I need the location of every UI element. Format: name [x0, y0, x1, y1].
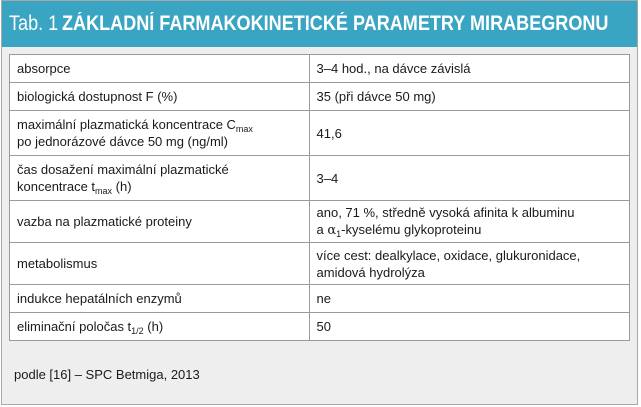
param-cell	[10, 313, 310, 341]
value-text: amidová hydrolýza	[316, 264, 425, 280]
param-subscript: max	[235, 124, 253, 134]
param-subscript: max	[95, 186, 113, 196]
table-row	[10, 285, 630, 313]
value-cell: 35 (při dávce 50 mg)	[309, 83, 629, 111]
value-text: ano, 71 %, středně vysoká afinita k albuminu	[316, 205, 575, 220]
table-title: ZÁKLADNÍ FARMAKOKINETICKÉ PARAMETRY MIRABEGRONU	[62, 12, 609, 35]
table-row	[10, 243, 630, 285]
param-cell	[10, 111, 310, 156]
param-text: maximální plazmatická koncentrace C	[17, 117, 236, 132]
table-row	[10, 156, 630, 201]
table-row	[10, 201, 630, 243]
param-cell: indukce hepatálních enzymů	[10, 285, 310, 313]
param-text: (h)	[112, 179, 132, 194]
value-cell: 3–4 hod., na dávce závislá	[309, 55, 629, 83]
table-label: Tab. 1	[9, 12, 59, 35]
table-frame	[1, 0, 638, 405]
param-cell: vazba na plazmatické proteiny	[10, 201, 310, 243]
value-text: a	[316, 222, 328, 237]
param-subscript: 1/2	[131, 326, 144, 336]
param-cell: biologická dostupnost F (%)	[10, 83, 310, 111]
value-cell: 3–4	[309, 156, 629, 201]
value-text: více cest: dealkylace, oxidace, glukuronidace,	[316, 247, 581, 263]
value-cell: ne	[309, 285, 629, 313]
value-cell	[309, 243, 629, 285]
value-subscript: 1	[336, 229, 342, 239]
table-title-bar	[2, 1, 637, 47]
table-row	[10, 83, 630, 111]
value-cell	[309, 201, 629, 243]
alpha-symbol: α	[327, 223, 337, 238]
param-cell: metabolismus	[10, 243, 310, 285]
table-row	[10, 313, 630, 341]
table-row	[10, 55, 630, 83]
param-text: eliminační poločas t	[17, 319, 132, 334]
param-text: koncentrace t	[17, 179, 96, 194]
value-text: -kyselému glykoproteinu	[341, 222, 482, 237]
param-text: po jednorázové dávce 50 mg (ng/ml)	[17, 134, 229, 149]
table-footnote: podle [16] – SPC Betmiga, 2013	[14, 367, 200, 382]
value-cell: 41,6	[309, 111, 629, 156]
parameters-table	[9, 54, 630, 341]
table-row	[10, 111, 630, 156]
param-cell: absorpce	[10, 55, 310, 83]
param-text: čas dosažení maximální plazmatické	[17, 162, 229, 177]
param-text: (h)	[143, 319, 164, 334]
param-cell	[10, 156, 310, 201]
value-cell: 50	[309, 313, 629, 341]
